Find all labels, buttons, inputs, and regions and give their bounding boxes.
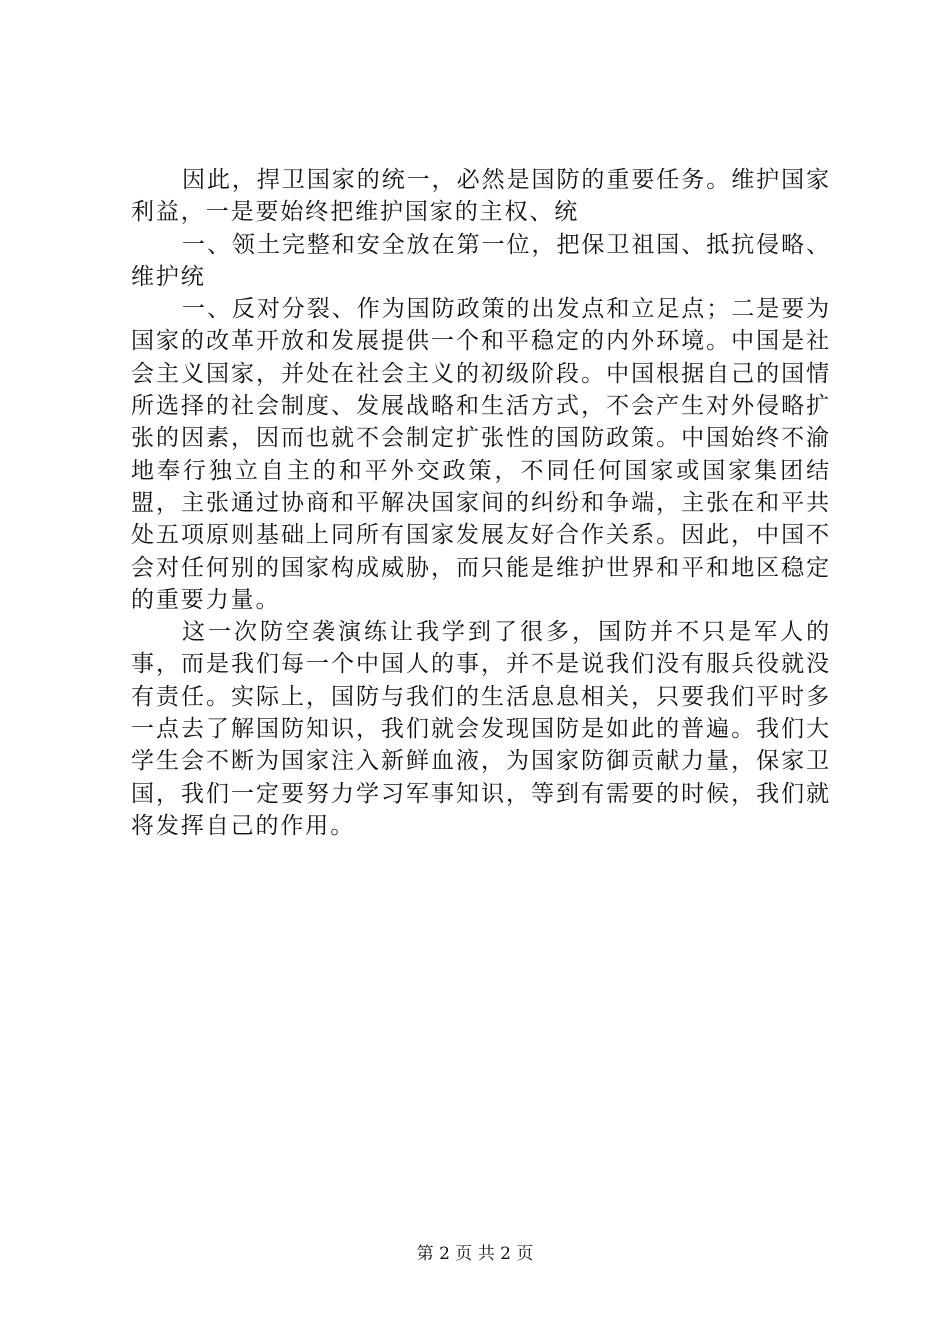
- paragraph-3: 一、反对分裂、作为国防政策的出发点和立足点；二是要为国家的改革开放和发展提供一个和平稳定的内外环境。中国是社会主义国家，并处在社会主义的初级阶段。中国根据自己的国情所选择的社会制度、发展战略和生活方式，不会产生对外侵略扩张的因素，因而也就不会制定扩张性的国防政策。中国始终不渝地奉行独立自主的和平外交政策，不同任何国家或国家集团结盟，主张通过协商和平解决国家间的纠纷和争端，主张在和平共处五项原则基础上同所有国家发展友好合作关系。因此，中国不会对任何别的国家构成威胁，而只能是维护世界和平和地区稳定的重要力量。: [131, 296, 831, 613]
- paragraph-1: 因此，捍卫国家的统一，必然是国防的重要任务。维护国家利益，一是要始终把维护国家的主权、统: [131, 167, 831, 226]
- body-text: [131, 164, 831, 842]
- page-number-footer: 第 2 页 共 2 页: [416, 1244, 534, 1264]
- paragraph-4: 这一次防空袭演练让我学到了很多，国防并不只是军人的事，而是我们每一个中国人的事，并不是说我们没有服兵役就没有责任。实际上，国防与我们的生活息息相关，只要我们平时多一点去了解国防知识，我们就会发现国防是如此的普遍。我们大学生会不断为国家注入新鲜血液，为国家防御贡献力量，保家卫国，我们一定要努力学习军事知识，等到有需要的时候，我们就将发挥自己的作用。: [131, 619, 831, 839]
- paragraph-2: 一、领土完整和安全放在第一位，把保卫祖国、抵抗侵略、维护统: [131, 231, 831, 290]
